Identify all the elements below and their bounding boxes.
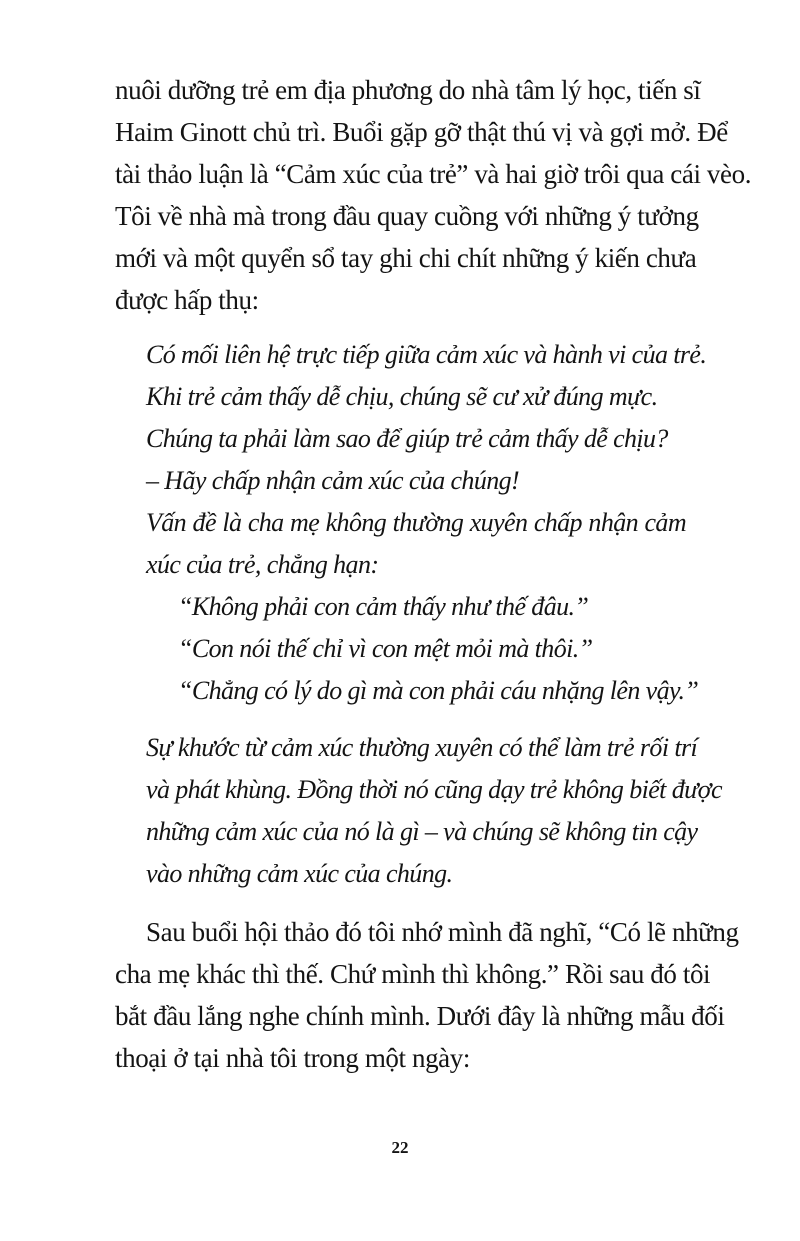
text-line: Tôi về nhà mà trong đầu quay cuồng với những ý tưởng <box>115 201 699 231</box>
note-line: Có mối liên hệ trực tiếp giữa cảm xúc và hành vi của trẻ. <box>146 340 707 369</box>
quote-line: “Chẳng có lý do gì mà con phải cáu nhặng lên vậy.” <box>178 676 699 705</box>
text-line: cha mẹ khác thì thế. Chứ mình thì không.” Rồi sau đó tôi <box>115 959 711 989</box>
note-line: Khi trẻ cảm thấy dễ chịu, chúng sẽ cư xử đúng mực. <box>146 382 658 411</box>
note-line: Sự khước từ cảm xúc thường xuyên có thể làm trẻ rối trí <box>146 733 698 762</box>
text-line: mới và một quyển sổ tay ghi chi chít những ý kiến chưa <box>115 243 697 273</box>
note-line: những cảm xúc của nó là gì – và chúng sẽ không tin cậy <box>146 817 698 846</box>
note-line: và phát khùng. Đồng thời nó cũng dạy trẻ không biết được <box>146 775 722 804</box>
note-line: Chúng ta phải làm sao để giúp trẻ cảm thấy dễ chịu? <box>146 424 668 453</box>
text-line: bắt đầu lắng nghe chính mình. Dưới đây là những mẫu đối <box>115 1001 725 1031</box>
text-line: Sau buổi hội thảo đó tôi nhớ mình đã nghĩ, “Có lẽ những <box>146 917 739 947</box>
quote-line: “Con nói thế chỉ vì con mệt mỏi mà thôi.” <box>178 634 593 663</box>
note-line: Vấn đề là cha mẹ không thường xuyên chấp nhận cảm <box>146 508 686 537</box>
quote-line: “Không phải con cảm thấy như thế đâu.” <box>178 592 589 621</box>
note-line: xúc của trẻ, chẳng hạn: <box>146 550 379 579</box>
text-line: tài thảo luận là “Cảm xúc của trẻ” và hai giờ trôi qua cái vèo. <box>115 159 752 189</box>
text-line: thoại ở tại nhà tôi trong một ngày: <box>115 1043 470 1073</box>
text-line: được hấp thụ: <box>115 285 259 315</box>
text-line: Haim Ginott chủ trì. Buổi gặp gỡ thật thú vị và gợi mở. Để <box>115 117 728 147</box>
page-number: 22 <box>391 1138 409 1157</box>
note-line: – Hãy chấp nhận cảm xúc của chúng! <box>146 466 520 495</box>
note-line: vào những cảm xúc của chúng. <box>146 859 453 888</box>
text-line: nuôi dưỡng trẻ em địa phương do nhà tâm lý học, tiến sĩ <box>115 75 701 105</box>
